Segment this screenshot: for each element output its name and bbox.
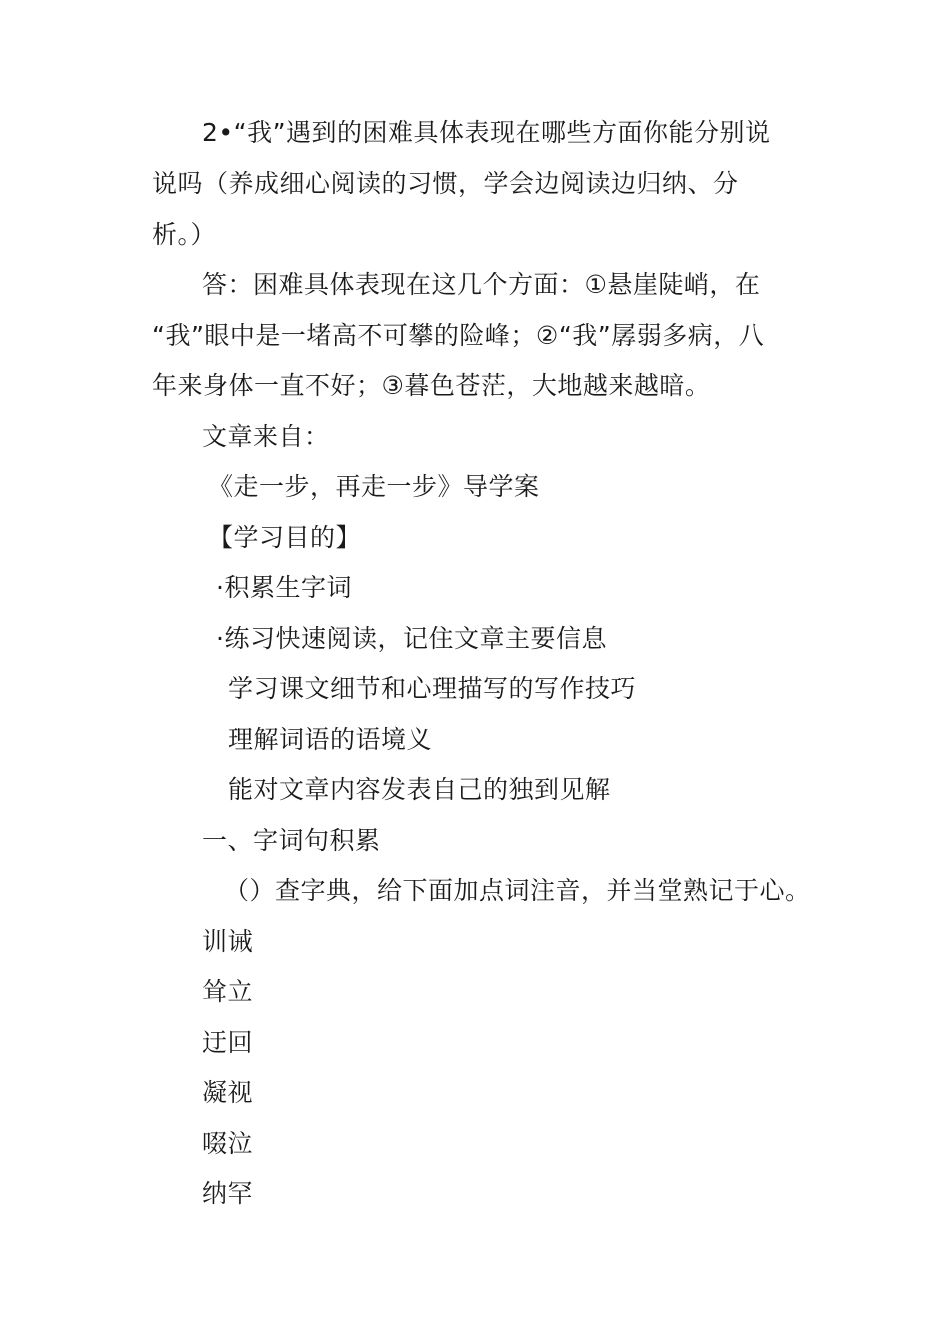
answer-line-2: “我”眼中是一堵高不可攀的险峰；②“我”孱弱多病，八 <box>152 321 765 350</box>
question-line-2: 说吗（养成细心阅读的习惯，学会边阅读边归纳、分 <box>152 169 739 198</box>
answer-line-3: 年来身体一直不好；③暮色苍茫，大地越来越暗。 <box>152 371 711 400</box>
vocab-word: 耸立 <box>202 977 254 1006</box>
objectives-heading: 【学习目的】 <box>208 523 362 552</box>
source-label: 文章来自： <box>202 422 330 451</box>
section-instruction: （）查字典，给下面加点词注音，并当堂熟记于心。 <box>224 876 811 905</box>
guide-title: 《走一步，再走一步》导学案 <box>208 472 540 501</box>
answer-line-1: 答：困难具体表现在这几个方面：①悬崖陡峭，在 <box>202 270 761 299</box>
vocab-word: 啜泣 <box>202 1129 254 1158</box>
objective-item: 能对文章内容发表自己的独到见解 <box>228 775 611 804</box>
vocab-word: 训诫 <box>202 927 254 956</box>
vocab-word: 纳罕 <box>202 1179 254 1208</box>
question-line-3: 析。） <box>152 220 217 249</box>
question-line-1: 2•“我”遇到的困难具体表现在哪些方面你能分别说 <box>202 118 771 147</box>
objective-item: 学习课文细节和心理描写的写作技巧 <box>228 674 637 703</box>
section-heading: 一、字词句积累 <box>202 826 381 855</box>
objective-item: ·积累生字词 <box>216 573 352 602</box>
vocab-word: 凝视 <box>202 1078 254 1107</box>
objective-item: 理解词语的语境义 <box>228 725 433 754</box>
vocab-word: 迂回 <box>202 1028 254 1057</box>
objective-item: ·练习快速阅读，记住文章主要信息 <box>216 624 607 653</box>
